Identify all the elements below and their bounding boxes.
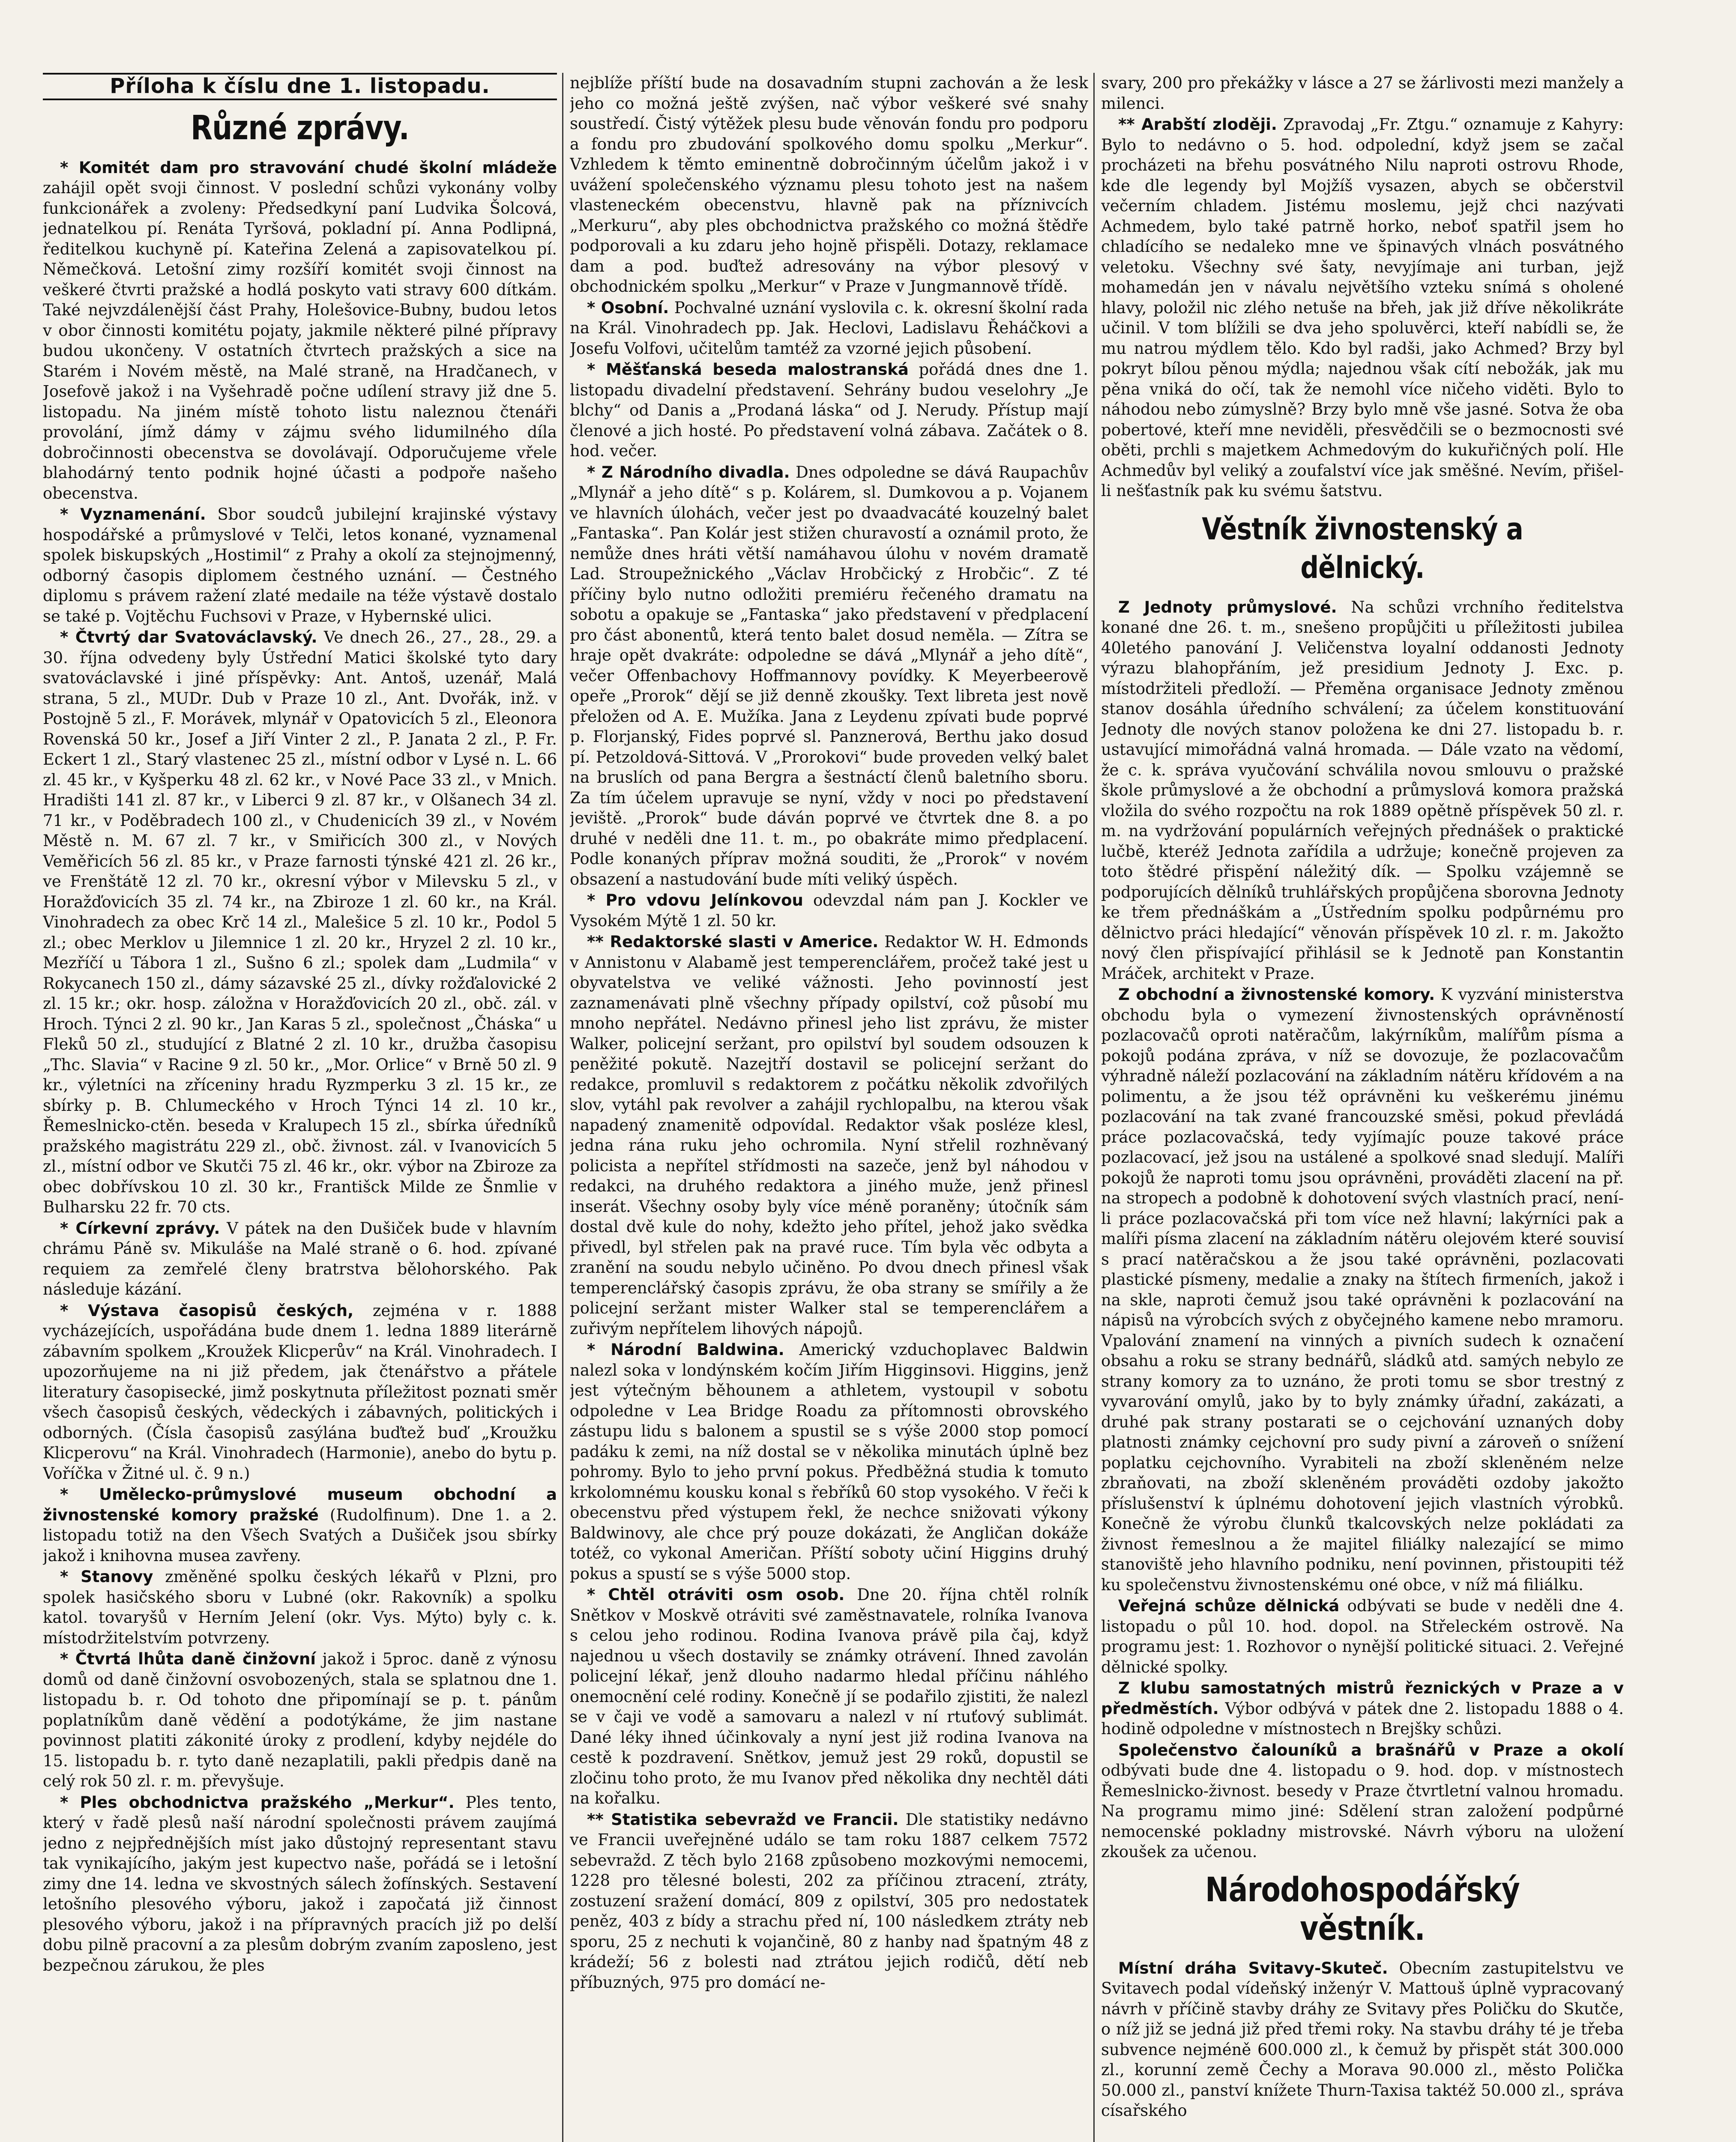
- news-headline: Společenstvo čalouníků a brašnářů v Praze a okolí: [1118, 1741, 1624, 1759]
- news-text: Na schůzi vrchního ředitelstva konané dne 26. t. m., snešeno propůjčiti u příležitosti jubilea 40letého panování J. Veličenstva loyalní oddanosti Jednoty výrazu blahopřáním, jež presidium Jednoty J. Exc. p. místodržiteli předloží. — Přeměna organisace Jednoty změnou stanov dosáhla úředního schválení; za účelem konstituování Jednoty dle nových stanov položena ke dni 27. listopadu b. r. ustavující mimořádná valná hromada. — Dále vzato na vědomí, že c. k. správa vyučování schválila novou smlouvu o pražské škole průmyslové a že obchodní a průmyslová komora pražská vložila do svého rozpočtu na rok 1889 opětně příspěvek 50 zl. r. m. na vydržování populárních veřejných přednášek o praktické lučbě, kteréž Jednota zařídila a udržuje; konečně projeven za toto štědré přispění náležitý dík. — Spolku vzájemně se podporujících dělníků truhlářských propůjčena sborovna Jednoty ke třem přednáškám a „Ústředním spolku podpůrnému pro dělnictvo práci hledající“ věnován příspěvek 10 zl. r. m. Jakožto nový člen přispívající přihlásil se k Jednotě pan Konstantin Mráček, architekt v Praze.: [1101, 598, 1624, 983]
- news-item: [1101, 73, 1624, 114]
- news-headline: * Vyznamenání.: [60, 505, 206, 524]
- news-text: zejména v r. 1888 vycházejících, uspořádána bude dnem 1. ledna 1889 literárně zábavním spolkem „Kroužek Klicperův“ na Král. Vinohradech. I upozorňujeme na ni již předem, jak čtenářstvo a přátele literatury časopisecké, jimž poskytnuta příležitost poznati směr všech časopisů českých, vědeckých i zábavných, politických i odborných. (Čísla časopisů zasýlána buďtež buď „Kroužku Klicperovu“ na Král. Vinohradech (Harmonie), anebo do bytu p. Voříčka v Žitné ul. č. 9 n.): [43, 1301, 557, 1483]
- news-item: [570, 932, 1088, 1339]
- news-headline: * Stanovy: [60, 1568, 153, 1586]
- news-item: [1101, 114, 1624, 501]
- news-headline: * Pro vdovu Jelínkovou: [587, 891, 803, 909]
- news-text: K vyzvání ministerstva obchodu byla o vymezení živnostenských oprávněností pozlacovačů oproti natěračům, lakýrníkům, malířům písma a pokojů podána zpráva, v níž se dovozuje, že pozlacovačům výhradně náleží pozlacování na základním nátěru křídovém a na polimentu, a že jsou též oprávněni ku veškerému jinému pozlacování na tak zvané francouzské směsi, pokud převládá práce pozlacovačská, tedy vyjímajíc pouze takové práce pozlacovací, jež jsou na ustálené a spolkové snad sledují. Malíři pokojů že naproti tomu jsou oprávněni, prováděti zlacení na př. na stropech a podobně k dohotovení svých vlastních prací, není-li práce pozlacovačská při tom více než hlavní; lakýrníci pak a malíři písma zlacení na základním nátěru olejovém které souvisí s prací natěračskou a že jsou také oprávněni, pozlacovati plastické písmeny, medalie a znaky na štítech firmeních, jakož i na skle, naproti čemuž jsou také oprávněni k pozlacování na nápisů na výrobcích svých z obyčejného kamene nebo mramoru. Vpalování znamení na vinných a pivních sudech k označení obsahu a roku se strany bednářů, sládků atd. samých nebylo ze strany komory za to uznáno, že proti tomu se sbor trestný z vyvarování omylů, jako by to byly známky úřadní, zakázati, a druhé pak strany postarati se o cejchování uznaných doby platnosti známky cejchovní pro sudy pivní a zároveň o snížení poplatku cejchovního. Vyrabiteli na zboží skleněném nelze zbraňovati, na zboží skleněném prováděti ozdoby jakožto příslušenství k úplnému dohotovení jejich vlastních výrobků. Konečně že výrobu člunků tkalcovských nelze pokládati za živnost řemeslnou a že majitel filiálky nalezající se mimo stanoviště jeho hlavního podniku, není povinnen, přistoupiti též ku společenstvu živnostenskému oné obce, v níž má filiálku.: [1101, 985, 1624, 1594]
- news-item: [1101, 597, 1624, 984]
- news-headline: ** Statistika sebevražd ve Francii.: [587, 1810, 899, 1829]
- column-rule: [562, 73, 563, 2142]
- news-item: [43, 627, 557, 1218]
- news-headline: ** Redaktorské slasti v Americe.: [587, 933, 879, 951]
- news-item: [570, 1340, 1088, 1584]
- news-text: Obecním zastupitelstvu ve Svitavech podal vídeňský inženýr V. Mattouš úplně vypracovaný návrh v příčině stavby dráhy ze Svitavy přes Poličku do Skutče, o níž již se jedná již před třemi roky. Na stavbu dráhy té je třeba subvence nejméně 600.000 zl., k čemuž by přispět stát 300.000 zl., korunní země Čechy a Morava 90.000 zl., město Polička 50.000 zl., panství knížete Thurn-Taxisa taktéž 50.000 zl., správa císařského: [1101, 1959, 1624, 2120]
- news-headline: Veřejná schůze dělnická: [1118, 1597, 1340, 1615]
- news-text: Dnes odpoledne se dává Raupachův „Mlynář a jeho dítě“ s p. Kolárem, sl. Dumkovou a p. Vojanem ve hlavních úlohách, večer jest po dvaadvacáté kouzelný balet „Fantaska“. Pan Kolár jest stižen churavostí a oznámil proto, že nemůže dnes hráti větší namáhavou úlohu v novém dramatě Lad. Stroupežnického „Václav Hrobčický z Hrobčic“. Z té příčiny bylo nutno odložiti premiéru řečeného dramatu na sobotu a opakuje se „Fantaska“ jako představení v předplacení pro část abonentů, která tento balet dosud neměla. — Zítra se hraje opět dvakráte: odpoledne se dává „Mlynář a jeho dítě“, večer Offenbachovy Hoffmannovy povídky. K Meyerbeerově opeře „Prorok“ dějí se již denně zkoušky. Text libreta jest nově přeložen od A. E. Mužíka. Jana z Leydenu zpívati bude poprvé p. Florjanský, Fides poprvé sl. Panznerová, Berthu jako dosud pí. Petzoldová-Sittová. V „Prorokovi“ bude proveden velký balet na bruslích od pana Bergra a šestnáctí členů baletního sboru. Za tím účelem upravuje se nyní, vždy v noci po představení jeviště. „Prorok“ bude dáván poprvé ve čtvrtek dne 8. a po druhé v neděli dne 11. t. m., po obakráte mimo předplacení. Podle konaných příprav možná souditi, že „Prorok“ v novém obsazení a nastudování bude míti veliký úspěch.: [570, 463, 1088, 889]
- news-headline: Místní dráha Svitavy-Skuteč.: [1118, 1959, 1388, 1977]
- news-item: [570, 1810, 1088, 1993]
- news-headline: * Umělecko-průmyslové museum obchodní a živnostenské komory pražské: [43, 1485, 557, 1524]
- section-title-vestnik-zivnostensky: Věstník živnostenský a dělnický.: [1202, 511, 1523, 585]
- news-item: [570, 298, 1088, 359]
- news-headline: Z obchodní a živnostenské komory.: [1118, 985, 1435, 1004]
- news-text: Dle statistiky nedávno ve Francii uveřejněné událo se tam roku 1887 celkem 7572 sebevražd. Z těch bylo 2168 způsobeno mozkovými nemocemi, 1228 pro tělesné bolesti, 202 za příčinou ztracení, ztráty, zostuzení sražení domácí, 809 z opilství, 305 pro nedostatek peněz, 403 z bídy a strachu před ní, 100 následkem ztráty neb sporu, 25 z nechuti k vojančině, 80 z hanby nad špatným 48 z krádeží; 56 z bolesti nad ztrátou jejich rodičů, dětí neb příbuzných, 975 pro domácí ne-: [570, 1810, 1088, 1992]
- news-item: [43, 1649, 557, 1792]
- news-text: odbývati se bude v neděli dne 4. listopadu o půl 10. hod. dopol. na Střeleckém ostrově. Na programu jest: 1. Rozhovor o nynější politické situaci. 2. Veřejné dělnické spolky.: [1101, 1597, 1624, 1676]
- news-text: Zpravodaj „Fr. Ztgu.“ oznamuje z Kahyry: Bylo to nedávno o 5. hod. odpolední, když jsem se začal procházeti na břehu posvátného Nilu naproti ostrovu Rhode, kde dle legendy byl Mojžíš vysazen, abych se občerstvil večerním chladem. Jistému moslemu, jejž chci nazývati Achmedem, bylo také patrně horko, neboť spatřil jsem ho chladícího se nedaleko mne ve špinavých vlnách posvátného veletoku. Všechny své šaty, nevyjímaje ani turban, jejž mohamedán jen v návalu největšího vzteku snímá s oholené hlavy, položil nic zlého netuše na břeh, jak již dříve několikráte učinil. V tom blížili se dva jeho spoluvěrci, kteří nabídli se, že mu natrou mýdlem tělo. Kdo byl radši, jako Achmed? Brzy byl pokryt bílou pěnou mýdla; najednou však cítí nebožák, jak mu pěna vniká do očí, tak že nemohl více ničeho viděti. Bylo to náhodou nebo zúmyslně? Brzy bylo mně vše jasné. Sotva že oba pobertové, kteří mne neviděli, přesvědčili se o bezmocnosti své oběti, prchli s majetkem Achmedovým do kukuřičných polí. Hle Achmedův byl veliký a zoufalství více jak směšné. Nevím, přišel-li nešťastník pak ku svému šatstvu.: [1101, 115, 1624, 500]
- news-text: (Rudolfinum). Dne 1. a 2. listopadu totiž na den Všech Svatých a Dušiček jsou sbírky jakož i knihovna musea zavřeny.: [43, 1505, 557, 1565]
- news-text: svary, 200 pro překážky v lásce a 27 se žárlivosti mezi manžely a milenci.: [1101, 74, 1624, 113]
- news-text: Výbor odbývá v pátek dne 2. listopadu 1888 o 4. hodině odpoledne v místnostech n Brejšky schůzi.: [1101, 1699, 1624, 1738]
- news-headline: Z klubu samostatných mistrů řeznických v Praze a v předměstích.: [1101, 1679, 1624, 1718]
- news-text: změněné spolku českých lékařů v Plzni, pro spolek hasičského sboru v Lubné (okr. Rakovník) a spolku katol. tovaryšů v Herním Jelení (okr. Vys. Mýto) byly c. k. místodržitelstvím potvrzeny.: [43, 1568, 557, 1647]
- news-item: [570, 462, 1088, 890]
- news-text: jakož i 5proc. daně z výnosu domů od daně činžovní osvobozených, stala se splatnou dne 1. listopadu b. r. Od tohoto dne připomínají se p. t. pánům poplatníkům daně vědění a podotýkáme, že jim nastane povinnost platiti zákonité úroky z prodlení, kdyby nejdéle do 15. listopadu b. r. tyto daně nezaplatili, pakli předpis daně na celý rok 50 zl. r. m. převyšuje.: [43, 1650, 557, 1790]
- news-text: V pátek na den Dušiček bude v hlavním chrámu Páně sv. Mikuláše na Malé straně o 6. hod. zpívané requiem za zemřelé členy bratrstva bělohorského. Pak následuje kázání.: [43, 1219, 557, 1298]
- news-text: zahájil opět svoji činnost. V poslední schůzi vykonány volby funkcionářek a zvoleny: Předsedkyní paní Ludvika Šolcová, jednatelkou pí. Renáta Tyršová, pokladní pí. Anna Podlipná, ředitelkou kuchyně pí. Kateřina Zelená a zapisovatelkou pí. Němečková. Letošní zimy rozšíří komitét svoji činnost na veškeré čtvrti pražské a hodlá poskyto vati stravy 600 dítkám. Také nejvzdálenější část Prahy, Holešovice-Bubny, budou letos v obor činnosti komitétu pojaty, jakmile některé pilné přípravy budou ukončeny. V ostatních čtvrtech pražských a sice na Starém i Novém městě, na Malé straně, na Hradčanech, v Josefově jakož i na Vyšehradě počne udílení stravy již dne 5. listopadu. Na jiném místě tohoto listu naleznou čtenáři provolání, jímž dámy v zájmu svého lidumilného díla dobročinnosti obecenstva se dovolávají. Odporučujeme vřele blahodárný tento podnik hojné účasti a podpoře našeho obecenstva.: [43, 179, 557, 503]
- news-item: [43, 504, 557, 626]
- column-2: [570, 73, 1088, 2142]
- section-title-ruzne-zpravy: Různé zprávy.: [190, 108, 410, 147]
- news-item: [570, 1585, 1088, 1809]
- news-text: pořádá dnes dne 1. listopadu divadelní představení. Sehrány budou veselohry „Je blchy“ od Danis a „Prodaná láska“ od J. Nerudy. Přístup mají členové a jich hosté. Po představení volná zábava. Začátek o 8. hod. večer.: [570, 360, 1088, 460]
- news-item: [43, 158, 557, 504]
- news-item: [570, 73, 1088, 297]
- news-text: Americký vzduchoplavec Baldwin nalezl soka v londýnském kočím Jiřím Higginsovi. Higgins, jenž jest výtečným běhounem a athletem, vystoupil v sobotu odpoledne v Lea Bridge Roadu za přítomnosti obrovského zástupu lidu s balonem a spustil se s výše 2000 stop pomocí padáku k zemi, na níž dostal se v několika minutách úplně bez pohromy. Bylo to jeho první pokus. Předběžná studia k tomuto krkolomnému kousku konal s řebříků 60 stop vysokého. V řeči k obecenstvu před výstupem řekl, že nechce snižovati výkony Baldwinovy, ale chce prý pouze dokázati, že Angličan dokáže totéž, co vykonal Američan. Příští soboty učiní Higgins druhý pokus a spustí se s výše 5000 stop.: [570, 1340, 1088, 1583]
- news-text: Redaktor W. H. Edmonds v Annistonu v Alabamě jest temperenclářem, pročež také jest u obyvatelstva ve veliké vážnosti. Jeho povinností jest zaznamenávati plně všechny případy opilství, což působí mu mnoho nepřátel. Nedávno přinesl jeho list zprávu, že mister Walker, policejní seržant, pro opilství byl soudem odsouzen k peněžité pokutě. Nazejtří dostavil se policejní seržant do redakce, promluvil s redaktorem z počátku několik zdvořilých slov, vytáhl pak revolver a zahájil rychlopalbu, na kterou však napadený znamenitě odpovídal. Redaktor však posléze klesl, jedna rána ruku jeho ochromila. Nyní střelil rozhněvaný policista a nepřítel střídmosti na sazeče, jenž byl náhodou v redakci, na druhého redaktora a jiného muže, jenž přinesl inserát. Všechny osoby byly více méně poraněny; útočník sám dostal dvě kule do nohy, kdežto jeho přítel, jehož jako svědka přivedl, byl střelen pak na pravé ruce. Tím byla věc odbyta a zranění na soudu nebylo učiněno. Po dvou dnech přinesl však temperenclářský časopis zprávu, že oba strany se smířily a že policejní seržant mister Walker stal se temperenclářem a zuřivým nepřítelem lihových nápojů.: [570, 933, 1088, 1338]
- masthead: Příloha k číslu dne 1. listopadu.: [43, 73, 557, 100]
- news-text: Sbor soudců jubilejní krajinské výstavy hospodářské a průmyslové v Telči, letos konané, vyznamenal spolek biskupských „Hostimil“ z Prahy a okolí za stejnojmenný, odborný časopis diplomem čestného uznání. — Čestného diplomu s právem ražení zlaté medaile na téže výstavě dostalo se také p. Vojtěchu Fuchsovi v Praze, v Hybernské ulici.: [43, 505, 557, 625]
- news-item: [43, 1567, 557, 1648]
- news-item: [570, 359, 1088, 461]
- news-headline: * Čtvrtý dar Svatováclavský.: [60, 628, 317, 646]
- news-item: [43, 1218, 557, 1300]
- news-headline: * Ples obchodnictva pražského „Merkur“.: [60, 1793, 455, 1812]
- news-headline: * Národní Baldwina.: [587, 1340, 784, 1359]
- news-headline: * Komitét dam pro stravování chudé školní mládeže: [60, 158, 557, 177]
- column-1: [43, 73, 557, 2142]
- news-text: odbývati bude dne 4. listopadu o 9. hod. dop. v místnostech Řemeslnicko-živnost. besedy v Praze čtvrtletní valnou hromadu. Na programu mimo jiné: Sdělení stran založení podpůrné nemocenské pokladny mistrovské. Návrh výboru na uložení zkoušek za učenou.: [1101, 1761, 1624, 1861]
- section-title-narodohospodarsky-vestnik: Národohospodářský věstník.: [1205, 1870, 1520, 1948]
- news-headline: ** Arabští zloději.: [1118, 115, 1277, 134]
- news-text: Dne 20. října chtěl rolník Snětkov v Moskvě otráviti své zaměstnavatele, rolníka Ivanova s celou jeho rodinou. Rodina Ivanova právě pila čaj, když najednou u všech dostavily se známky otrávení. Ihned zavolán policejní lékař, jenž dlouho nadarmo hledal příčinu náhlého onemocnění celé rodiny. Konečně jí se podařilo zjistiti, že nalezl se v čaji ve vodě a samovaru a nalezl v ní rtuťový sublimát. Dané léky ihned účinkovaly a nyní jest již rodina Ivanova na cestě k pozdravení. Snětkov, jemuž jest 29 roků, dopustil se zločinu toho proto, že mu Ivanov před několika dny nechtěl dáti na kořalku.: [570, 1586, 1088, 1807]
- news-item: [1101, 1678, 1624, 1739]
- news-item: [43, 1484, 557, 1566]
- news-headline: * Chtěl otráviti osm osob.: [587, 1586, 845, 1604]
- column-1-items: [43, 158, 557, 1976]
- column-rule: [1093, 73, 1095, 2142]
- newspaper-page: [43, 73, 1697, 2142]
- column-3: [1101, 73, 1624, 2142]
- news-headline: * Výstava časopisů českých,: [60, 1301, 354, 1320]
- news-text: nejblíže příští bude na dosavadním stupni zachován a že lesk jeho co možná ještě zvýšen, nač výbor veškeré své snahy soustředí. Čistý výtěžek plesu bude věnován fondu pro podporu a fondu pro zbudování spolkového domu spolku „Merkur“. Vzhledem k těmto eminentně dobročinným účelům jakož i v uvážení společenského významu plesu tohoto jest na našem vlasteneckém obecenstvu, hlavně pak na příznivcích „Merkuru“, aby ples obchodnictva pražského co možná štědře podporovali a ku zdaru jeho hojně přispěli. Dotazy, reklamace dam a pod. buďtež adresovány na výbor plesový v obchodnickém spolku „Merkur“ v Praze v Jungmannově třídě.: [570, 74, 1088, 296]
- news-item: [1101, 1740, 1624, 1862]
- news-item: [570, 890, 1088, 931]
- news-text: Ples tento, který v řadě plesů naší národní společnosti právem zaujímá jedno z nejpřednějších míst jako důstojný representant stavu tak vynikajícího, jakým jest kupectvo naše, pořádá se i letošní zimy dne 14. ledna ve skvostných sálech žofínských. Sestavení letošního plesového výboru, jakož i započatá již činnost plesového výboru, jakož i na přípravných pracích již po delší dobu pilně pracovní a za plesům dobrým zvaním zaposleno, jest bezpečnou zárukou, že ples: [43, 1793, 557, 1974]
- news-text: Pochvalné uznání vyslovila c. k. okresní školní rada na Král. Vinohradech pp. Jak. Heclovi, Ladislavu Řeháčkovi a Josefu Volfovi, učitelům tamtéž za vzorné jejich působení.: [570, 298, 1088, 358]
- news-item: [43, 1301, 557, 1484]
- news-headline: Z Jednoty průmyslové.: [1118, 598, 1337, 616]
- news-headline: * Osobní.: [587, 298, 669, 317]
- news-item: [1101, 1958, 1624, 2121]
- news-item: [43, 1792, 557, 1976]
- news-headline: * Z Národního divadla.: [587, 463, 790, 482]
- news-headline: * Čtvrtá lhůta daně činžovní: [60, 1650, 316, 1668]
- news-text: Ve dnech 26., 27., 28., 29. a 30. října odvedeny byly Ústřední Matici školské tyto dary svatováclavské i jiné příspěvky: Ant. Antoš, uzenář, Malá strana, 5 zl., MUDr. Dub v Praze 10 zl., Ant. Dvořák, inž. v Postojně 5 zl., F. Morávek, mlynář v Opatovicích 5 zl., Eleonora Rovenská 50 kr., Josef a Jiří Vinter 2 zl., P. Janata 2 zl., P. Fr. Eckert 1 zl., Starý vlastenec 25 zl., místní odbor v Lysé n. L. 66 zl. 45 kr., v Kyšperku 48 zl. 62 kr., v Nové Pace 33 zl., v Mnich. Hradišti 141 zl. 87 kr., v Liberci 9 zl. 87 kr., v Olšanech 34 zl. 71 kr., v Poděbradech 100 zl., v Chudenicích 39 zl., v Novém Městě n. M. 67 zl. 7 kr., v Smiřicích 300 zl., v Nových Veměřicích 56 zl. 85 kr., v Praze farnosti týnské 421 zl. 26 kr., ve Frenštátě 12 zl. 70 kr., okresní výbor v Milevsku 5 zl., v Horažďovicích 35 zl. 74 kr., na Zbiroze 1 zl. 60 kr., na Král. Vinohradech za obec Krč 14 zl., Malešice 5 zl. 10 kr., Podol 5 zl.; obec Merklov u Jilemnice 1 zl. 20 kr., Hryzel 2 zl. 10 kr., Mezříčí u Tábora 1 zl., Sušno 6 zl.; spolek dam „Ludmila“ v Rokycanech 150 zl., dámy sázavské 25 zl., dívky rožďalovické 2 zl. 15 kr.; okr. hosp. záložna v Horažďovicích 20 zl., obč. zál. v Hroch. Týnci 2 zl. 90 kr., Jan Karas 5 zl., společnost „Čháska“ u Fleků 50 zl., studující z Blatné 2 zl. 10 kr., družba časopisu „Thc. Slavia“ v Racine 9 zl. 50 kr., „Mor. Orlice“ v Brně 50 zl. 9 kr., výletníci na zříceniny hradu Ryzmperku 3 zl. 15 kr., ze sbírky p. B. Chlumeckého v Hroch Týnci 14 zl. 10 kr., Řemeslnicko-ctěn. beseda v Kralupech 15 zl., sbírka úředníků pražského magistrátu 229 zl., obč. živnost. zál. v Ivanovicích 5 zl., místní odbor ve Skutči 75 zl. 46 kr., okr. výbor na Zbiroze za obec dobřívskou 10 zl. 30 kr., Františck Milde ze Šnmlie v Bulharsku 22 fr. 70 cts.: [43, 628, 557, 1216]
- news-item: [1101, 984, 1624, 1595]
- news-headline: * Měšťanská beseda malostranská: [587, 360, 909, 379]
- news-headline: * Církevní zprávy.: [60, 1219, 220, 1238]
- news-item: [1101, 1596, 1624, 1677]
- news-text: odevzdal nám pan J. Kockler ve Vysokém Mýtě 1 zl. 50 kr.: [570, 891, 1088, 930]
